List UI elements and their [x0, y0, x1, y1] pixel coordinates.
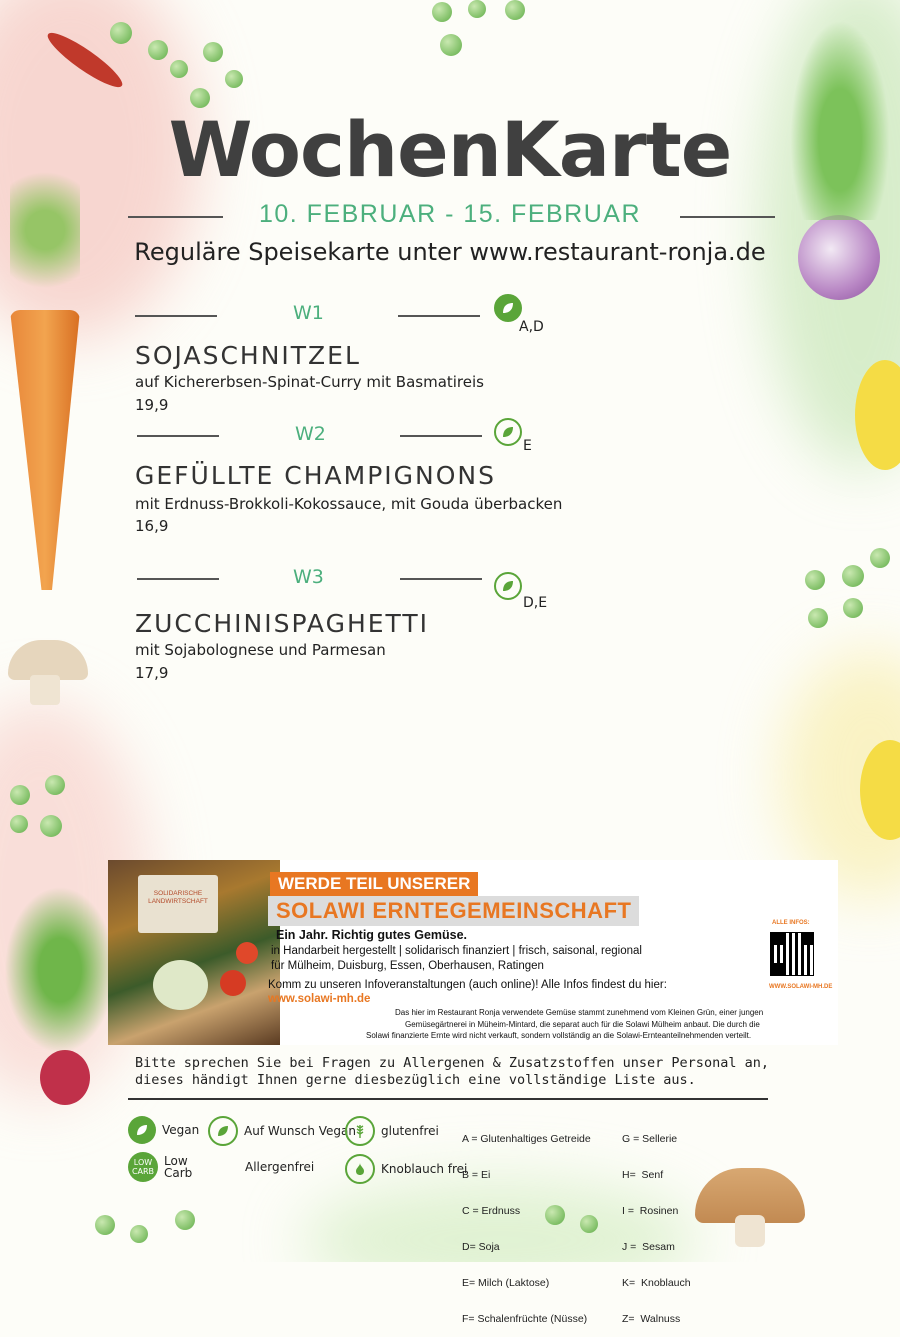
- mushroom-illustration: [8, 640, 88, 680]
- page-title: WochenKarte: [168, 105, 732, 194]
- dish-price: 17,9: [135, 664, 169, 682]
- allergen-notice-line: dieses händigt Ihnen gerne diesbezüglich eine vollständige Liste aus.: [135, 1072, 696, 1088]
- divider: [400, 435, 482, 437]
- allergen-key-col-2: [622, 1109, 691, 1337]
- divider: [680, 216, 775, 218]
- legend-low-carb: [128, 1152, 204, 1182]
- dish-allergens: E: [523, 438, 532, 454]
- legend-label: Knoblauch frei: [381, 1162, 468, 1176]
- banner-invite: Komm zu unseren Infoveranstaltungen (auch online)! Alle Infos findest du hier:: [268, 979, 667, 991]
- vegan-leaf-icon: [494, 294, 522, 322]
- allergen-key-item: Z= Walnuss: [622, 1313, 681, 1325]
- mushroom-stem-illustration-2: [735, 1215, 765, 1247]
- banner-link[interactable]: www.solawi-mh.de: [268, 993, 371, 1005]
- legend-vegan-on-request: [208, 1116, 356, 1146]
- dish-description: mit Sojabolognese und Parmesan: [135, 641, 386, 659]
- low-carb-badge-icon: LOW CARB: [128, 1152, 158, 1182]
- vegetable-photo: [108, 860, 280, 1045]
- banner-headline: SOLAWI ERNTEGEMEINSCHAFT: [268, 896, 639, 926]
- divider: [128, 1098, 768, 1100]
- dish-allergens: A,D: [519, 319, 544, 335]
- allergen-key-item: A = Glutenhaltiges Getreide: [462, 1133, 591, 1145]
- legend-label: Auf Wunsch Vegan: [244, 1124, 357, 1138]
- allergen-key-item: J = Sesam: [622, 1241, 675, 1253]
- dish-name: SOJASCHNITZEL: [135, 341, 361, 370]
- allergen-key-item: B = Ei: [462, 1169, 491, 1181]
- allergen-key-item: F= Schalenfrüchte (Nüsse): [462, 1313, 588, 1325]
- vegan-on-request-leaf-icon: [208, 1116, 238, 1146]
- dish-code: W2: [295, 423, 326, 445]
- banner-features-2: für Mülheim, Duisburg, Essen, Oberhausen, Ratingen: [271, 960, 544, 972]
- radish-leaves-illustration: [0, 880, 120, 1060]
- allergen-key-item: I = Rosinen: [622, 1205, 679, 1217]
- dish-price: 19,9: [135, 396, 169, 414]
- legend-vegan: [128, 1116, 199, 1144]
- divider: [137, 578, 219, 580]
- fennel: [153, 960, 208, 1010]
- dish-price: 16,9: [135, 517, 169, 535]
- legend-label: Low Carb: [164, 1154, 193, 1180]
- dish-code: W1: [293, 302, 324, 324]
- legend-label: glutenfrei: [381, 1124, 439, 1138]
- allergen-notice: [135, 1055, 769, 1089]
- divider: [135, 315, 217, 317]
- legend-gluten-free: [345, 1116, 439, 1146]
- legend-garlic-free: [345, 1154, 467, 1184]
- date-range: 10. FEBRUAR - 15. FEBRUAR: [258, 200, 642, 228]
- banner-info-2: Gemüsegärtnerei in Müheim-Mintard, die separat auch für die Solawi Mülheim anbaut. Die durch die: [405, 1020, 760, 1029]
- allergen-key-item: G = Sellerie: [622, 1133, 678, 1145]
- allergen-key-item: H= Senf: [622, 1169, 664, 1181]
- allergen-key-item: C = Erdnuss: [462, 1205, 521, 1217]
- allergen-key-col-1: [462, 1109, 591, 1337]
- dish-code: W3: [293, 566, 324, 588]
- allergen-notice-line: Bitte sprechen Sie bei Fragen zu Allergenen & Zusatzstoffen unser Personal an,: [135, 1055, 769, 1071]
- allergen-key-item: D= Soja: [462, 1241, 500, 1253]
- mushroom-stem-illustration: [30, 675, 60, 705]
- qr-code[interactable]: [770, 932, 814, 976]
- banner-features-1: in Handarbeit hergestellt | solidarisch finanziert | frisch, saisonal, regional: [271, 945, 642, 957]
- tomato: [236, 942, 258, 964]
- divider: [137, 435, 219, 437]
- tomato: [220, 970, 246, 996]
- vegan-on-request-leaf-icon: [494, 418, 522, 446]
- garlic-icon: [345, 1154, 375, 1184]
- banner-info-3: Solawi finanzierte Ernte wird nicht verkauft, sondern vollständig an die Solawi-Ernteanteilnehmenden verteilt.: [366, 1031, 752, 1040]
- wheat-icon: [345, 1116, 375, 1146]
- legend-label: Allergenfrei: [245, 1160, 315, 1174]
- qr-label: ALLE INFOS:: [772, 920, 810, 926]
- dish-description: auf Kichererbsen-Spinat-Curry mit Basmatireis: [135, 373, 484, 391]
- dish-allergens: D,E: [523, 595, 548, 611]
- allergen-key-item: K= Knoblauch: [622, 1277, 691, 1289]
- banner-slogan: Ein Jahr. Richtig gutes Gemüse.: [276, 928, 468, 942]
- legend-label: Vegan: [162, 1123, 200, 1137]
- allergen-key-item: E= Milch (Laktose): [462, 1277, 550, 1289]
- banner-tag: WERDE TEIL UNSERER: [270, 872, 478, 896]
- dish-name: ZUCCHINISPAGHETTI: [135, 609, 430, 638]
- legend-allergen-free: [245, 1160, 314, 1174]
- menu-website-note: Reguläre Speisekarte unter www.restaurant-ronja.de: [134, 238, 766, 266]
- solawi-sign-text: SOLIDARISCHE LANDWIRTSCHAFT: [148, 890, 208, 905]
- qr-link: WWW.SOLAWI-MH.DE: [769, 984, 833, 990]
- vegan-leaf-icon: [128, 1116, 156, 1144]
- carrot-illustration: [10, 310, 80, 590]
- dish-description: mit Erdnuss-Brokkoli-Kokossauce, mit Gouda überbacken: [135, 495, 563, 513]
- divider: [398, 315, 480, 317]
- vegan-on-request-leaf-icon: [494, 572, 522, 600]
- dish-name: GEFÜLLTE CHAMPIGNONS: [135, 461, 496, 490]
- banner-info-1: Das hier im Restaurant Ronja verwendete Gemüse stammt zunehmend vom Kleinen Grün, einer jungen: [395, 1008, 764, 1017]
- solawi-banner: [108, 860, 838, 1045]
- divider: [400, 578, 482, 580]
